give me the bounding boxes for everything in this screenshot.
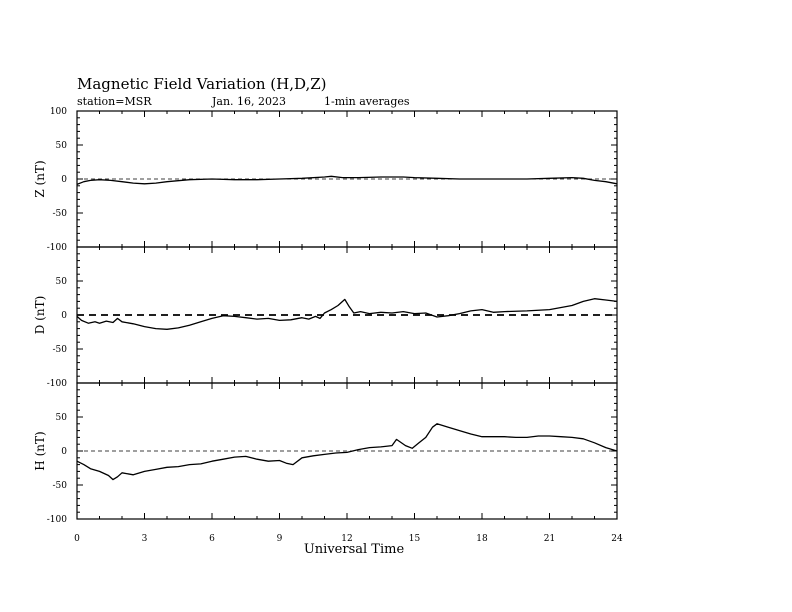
y-tick-label: 0	[61, 311, 67, 321]
x-tick-label: 24	[611, 534, 623, 544]
x-tick-label: 12	[341, 534, 353, 544]
averaging-label: 1-min averages	[324, 95, 410, 108]
series-line-z	[77, 176, 617, 184]
y-axis-label: H (nT)	[33, 431, 47, 471]
x-tick-label: 9	[276, 534, 283, 544]
x-tick-label: 6	[209, 534, 215, 544]
date-label: Jan. 16, 2023	[212, 95, 287, 108]
y-tick-label: -100	[46, 515, 67, 525]
series-line-h	[77, 424, 617, 480]
y-tick-label: 50	[55, 141, 67, 151]
x-tick-label: 18	[476, 534, 488, 544]
y-tick-label: 100	[49, 107, 67, 117]
y-tick-label: 50	[55, 413, 67, 423]
y-axis-label: D (nT)	[33, 295, 47, 335]
x-tick-label: 21	[543, 534, 556, 544]
y-tick-label: 0	[61, 175, 67, 185]
y-tick-label: -50	[52, 481, 67, 491]
y-tick-label: -50	[52, 345, 67, 355]
y-tick-label: -50	[52, 209, 67, 219]
x-tick-label: 3	[141, 534, 148, 544]
x-tick-label: 0	[74, 534, 80, 544]
chart-title: Magnetic Field Variation (H,D,Z)	[77, 75, 327, 93]
y-axis-label: Z (nT)	[33, 160, 47, 198]
y-tick-label: -100	[46, 379, 67, 389]
y-tick-label: 0	[61, 447, 67, 457]
panel-d	[33, 247, 617, 389]
y-tick-label: -100	[46, 243, 67, 253]
y-tick-label: 50	[55, 277, 67, 287]
series-line-d	[77, 299, 617, 330]
panel-z	[33, 107, 617, 253]
x-tick-label: 15	[408, 534, 421, 544]
station-label: station=MSR	[77, 95, 152, 108]
x-axis-label: Universal Time	[303, 542, 405, 557]
panels-group	[33, 107, 617, 525]
panel-h	[33, 383, 617, 525]
